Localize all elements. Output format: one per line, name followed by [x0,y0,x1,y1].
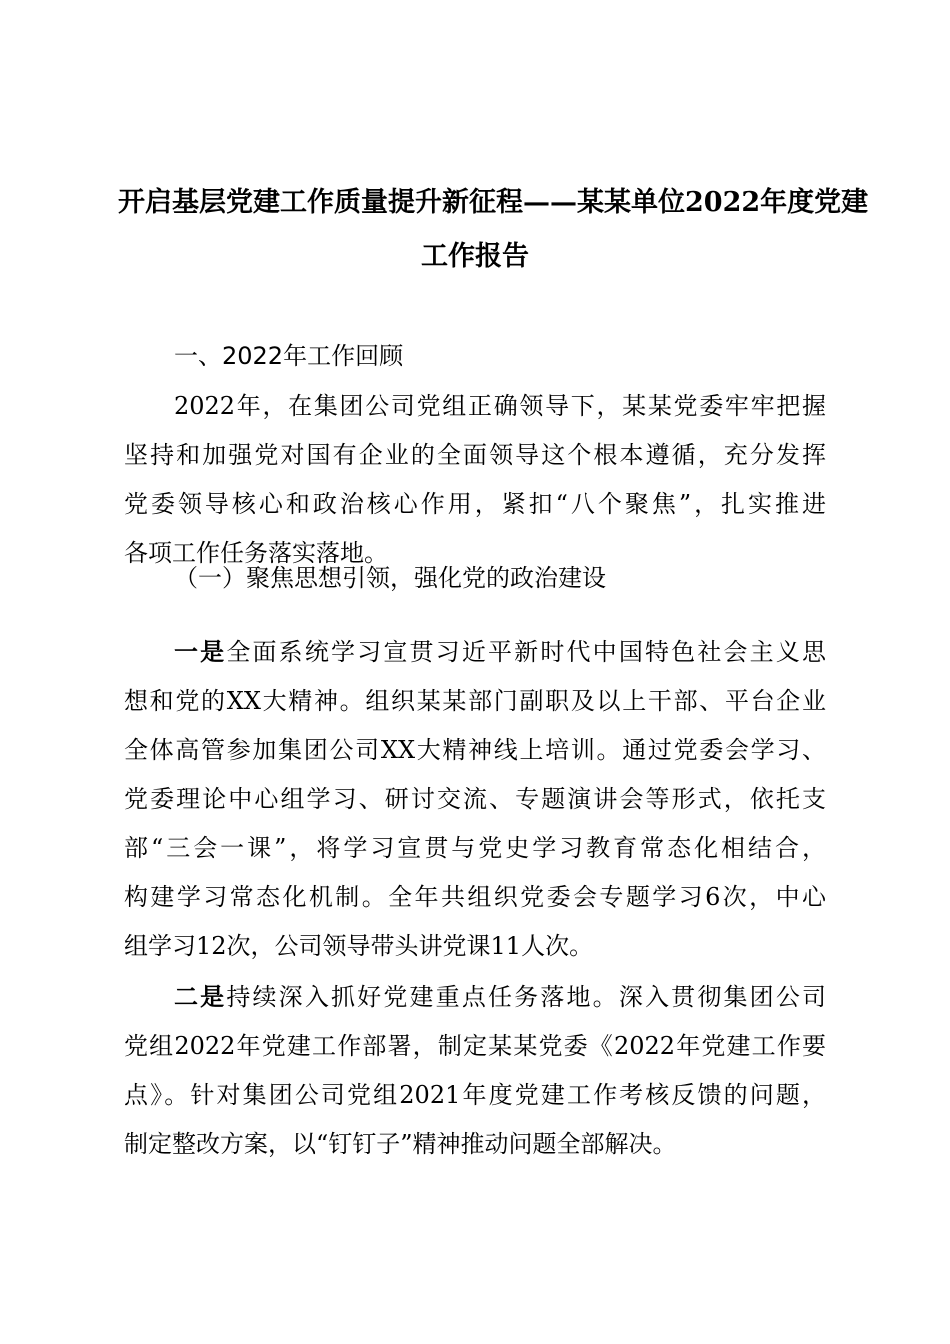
title-line-2: 工作报告 [421,241,529,272]
section-heading-review: 一、2022年工作回顾 [174,342,404,370]
point-one-first-line-text: 全面系统学习宣贯习近平新时代中国特色社会主义思 [226,638,827,666]
paragraph-line: 组学习12次，公司领导带头讲党课11人次。 [124,932,594,960]
intro-paragraph [124,382,826,578]
paragraph-line: 制定整改方案，以“钉钉子”精神推动问题全部解决。 [124,1130,677,1158]
point-two-lead: 二是 [174,983,227,1011]
paragraph-line: 党委领导核心和政治核心作用，紧扣“八个聚焦”，扎实推进 [124,490,826,518]
point-two-first-line-text: 持续深入抓好党建重点任务落地。深入贯彻集团公司 [226,983,827,1011]
paragraph-line: 党组2022年党建工作部署，制定某某党委《2022年党建工作要 [124,1032,826,1060]
paragraph-line: 部“三会一课”，将学习宣贯与党史学习教育常态化相结合， [124,834,826,862]
point-two-paragraph [124,973,826,1169]
paragraph-first-line [124,973,826,1022]
paragraph-first-line [124,628,826,677]
paragraph-line: 党委理论中心组学习、研讨交流、专题演讲会等形式，依托支 [124,785,826,813]
paragraph-line: 各项工作任务落实落地。 [124,539,388,567]
title-line-1: 开启基层党建工作质量提升新征程——某某单位2022年度党建 [118,187,869,218]
paragraph-line: 2022年，在集团公司党组正确领导下，某某党委牢牢把握 [174,392,826,420]
point-one-paragraph [124,628,826,971]
paragraph-line: 想和党的XX大精神。组织某某部门副职及以上干部、平台企业 [124,687,826,715]
document-title [118,176,869,284]
paragraph-line: 构建学习常态化机制。全年共组织党委会专题学习6次，中心 [124,883,826,911]
paragraph-line: 全体高管参加集团公司XX大精神线上培训。通过党委会学习、 [124,736,826,764]
subsection-heading-political: （一）聚焦思想引领，强化党的政治建设 [174,564,606,592]
paragraph-line: 坚持和加强党对国有企业的全面领导这个根本遵循，充分发挥 [124,441,826,469]
paragraph-line: 点》。针对集团公司党组2021年度党建工作考核反馈的问题， [124,1081,826,1109]
point-one-lead: 一是 [174,638,227,666]
